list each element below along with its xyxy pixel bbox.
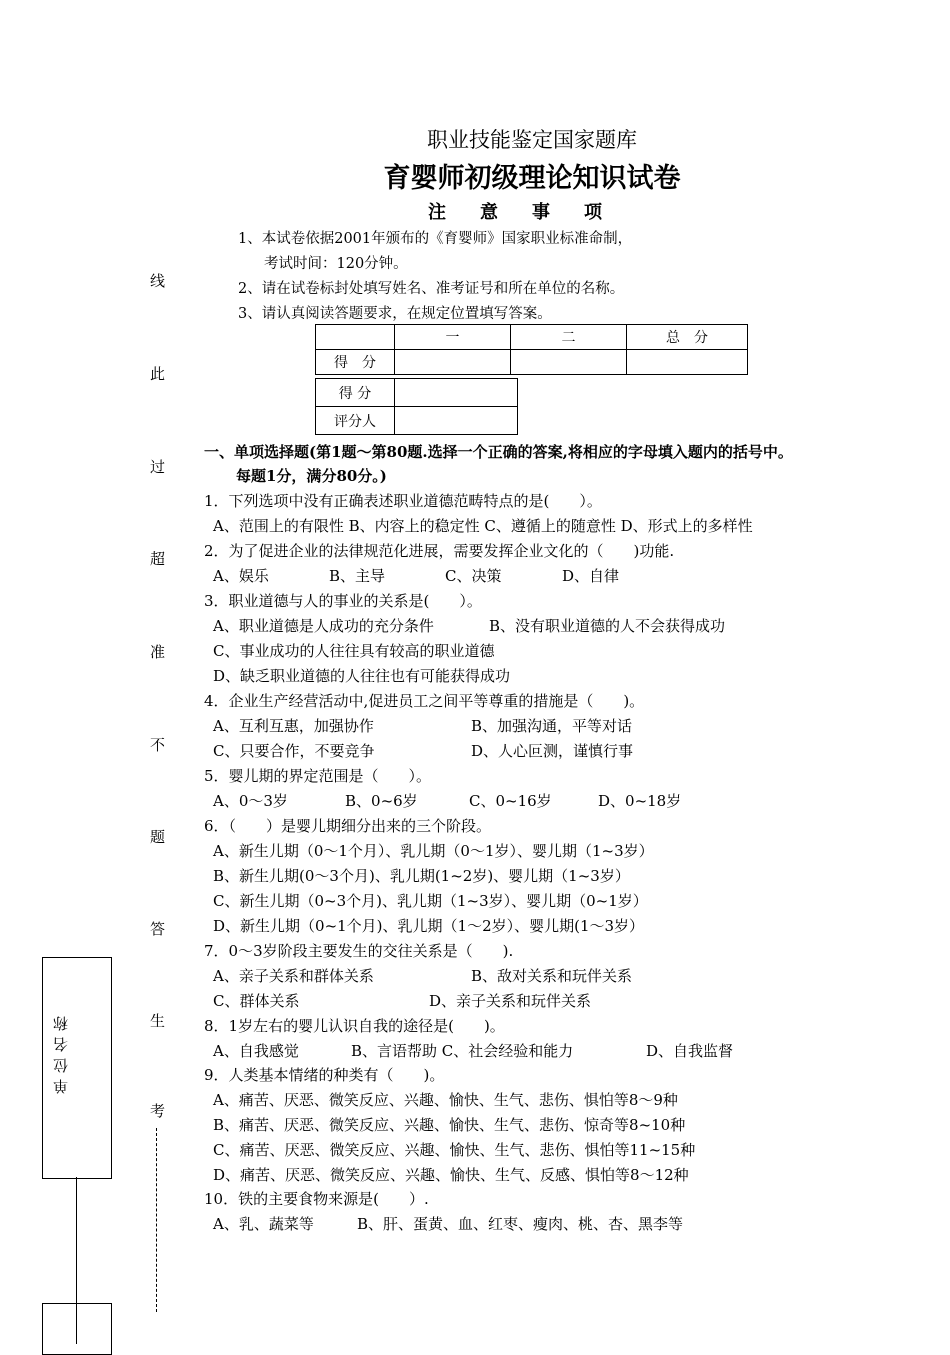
seal-dashed-line [156, 1128, 157, 1312]
option-b: B、加强沟通，平等对话 [471, 717, 633, 735]
score-header-total: 总 分 [627, 325, 748, 350]
score-cell-2[interactable] [511, 350, 627, 375]
option-d: D、缺乏职业道德的人往往也有可能获得成功 [213, 667, 511, 685]
section-heading: 一、单项选择题(第1题～第80题.选择一个正确的答案,将相应的字母填入题内的括号中。 [204, 443, 793, 461]
margin-char: 线 [150, 272, 166, 290]
margin-char: 答 [150, 920, 166, 938]
score-table [315, 324, 748, 375]
option-c: C、0~16岁 [469, 792, 552, 810]
option-a: A、新生儿期（0～1个月）、乳儿期（0～1岁）、婴儿期（1~3岁） [213, 842, 654, 860]
note-1-time: 考试时间：120分钟。 [264, 256, 408, 272]
option-a: A、乳、蔬菜等 [213, 1215, 314, 1233]
margin-char: 超 [150, 550, 166, 568]
option-d: D、自律 [562, 567, 620, 585]
option-a: A、0～3岁 [213, 792, 288, 810]
question-3: 3．职业道德与人的事业的关系是( ）。 [204, 592, 482, 610]
option-a: A、亲子关系和群体关系 [213, 967, 374, 985]
margin-char: 考 [150, 1102, 166, 1120]
option: A、范围上的有限性 B、内容上的稳定性 C、遵循上的随意性 D、形式上的多样性 [213, 517, 753, 535]
option-b: B、痛苦、厌恶、微笑反应、兴趣、愉快、生气、悲伤、惊奇等8~10种 [213, 1116, 686, 1134]
option-c: C、只要合作，不要竞争 [213, 742, 375, 760]
option-d: D、新生儿期（0~1个月)、乳儿期（1～2岁）、婴儿期(1～3岁） [213, 917, 645, 935]
option-bc: B、言语帮助 C、社会经验和能力 [351, 1042, 574, 1060]
option-a: A、痛苦、厌恶、微笑反应、兴趣、愉快、生气、悲伤、惧怕等8～9种 [213, 1091, 678, 1109]
question-1: 1．下列选项中没有正确表述职业道德范畴特点的是( ）。 [204, 492, 602, 510]
option-d: D、亲子关系和玩伴关系 [429, 992, 592, 1010]
option-d: D、自我监督 [646, 1042, 734, 1060]
question-6: 6．（ ）是婴儿期细分出来的三个阶段。 [204, 817, 492, 835]
question-10: 10．铁的主要食物来源是( ）. [204, 1190, 429, 1208]
note-2: 2、请在试卷标封处填写姓名、准考证号和所在单位的名称。 [238, 281, 625, 297]
option-d: D、0~18岁 [598, 792, 682, 810]
option-a: A、互利互惠，加强协作 [213, 717, 374, 735]
question-2: 2．为了促进企业的法律规范化进展，需要发挥企业文化的（ )功能. [204, 542, 675, 560]
option-c: C、群体关系 [213, 992, 300, 1010]
margin-char: 不 [150, 736, 166, 754]
margin-char: 题 [150, 828, 166, 846]
grader-name-cell[interactable] [395, 407, 518, 435]
option-c: C、决策 [445, 567, 502, 585]
option-c: C、事业成功的人往往具有较高的职业道德 [213, 642, 495, 660]
score-row-label: 得 分 [316, 350, 395, 375]
exam-bank-title: 职业技能鉴定国家题库 [427, 128, 637, 152]
margin-char: 过 [150, 458, 166, 476]
option-d: D、人心叵测，谨慎行事 [471, 742, 634, 760]
score-cell-1[interactable] [395, 350, 511, 375]
option-b: B、新生儿期(0～3个月)、乳儿期(1~2岁)、婴儿期（1~3岁） [213, 867, 630, 885]
option-b: B、没有职业道德的人不会获得成功 [489, 617, 726, 635]
option-b: B、0~6岁 [345, 792, 418, 810]
option-d: D、痛苦、厌恶、微笑反应、兴趣、愉快、生气、反感、惧怕等8～12种 [213, 1166, 689, 1184]
binding-line [76, 1177, 77, 1307]
section-heading-scoring: 每题1分，满分80分。) [236, 467, 387, 485]
score-cell-total[interactable] [627, 350, 748, 375]
score-header-2: 二 [511, 325, 627, 350]
candidate-box-divider [76, 1303, 77, 1344]
question-4: 4．企业生产经营活动中,促进员工之间平等尊重的措施是（ )。 [204, 692, 645, 710]
option-c: C、痛苦、厌恶、微笑反应、兴趣、愉快、生气、悲伤、惧怕等11~15种 [213, 1141, 696, 1159]
option-b: B、主导 [329, 567, 386, 585]
notice-heading: 注意事项 [428, 202, 636, 223]
candidate-box[interactable] [42, 1303, 112, 1355]
unit-name-label: 单位名称 [52, 1010, 70, 1094]
option-b: B、敌对关系和玩伴关系 [471, 967, 633, 985]
question-9: 9．人类基本情绪的种类有（ )。 [204, 1066, 445, 1084]
score-header-1: 一 [395, 325, 511, 350]
grader-table [315, 378, 518, 435]
score-table-corner [316, 325, 395, 350]
option-b: B、肝、蛋黄、血、红枣、瘦肉、桃、杏、黑李等 [357, 1215, 684, 1233]
margin-char: 此 [150, 365, 166, 383]
margin-char: 准 [150, 643, 166, 661]
margin-char: 生 [150, 1012, 166, 1030]
option-c: C、新生儿期（0~3个月)、乳儿期（1~3岁）、婴儿期（0~1岁） [213, 892, 648, 910]
grader-score-cell[interactable] [395, 379, 518, 407]
grader-name-label: 评分人 [316, 407, 395, 435]
note-1: 1、本试卷依据2001年颁布的《育婴师》国家职业标准命制， [238, 231, 633, 247]
question-7: 7．0～3岁阶段主要发生的交往关系是（ ). [204, 942, 514, 960]
exam-title: 育婴师初级理论知识试卷 [383, 163, 681, 194]
option-a: A、自我感觉 [213, 1042, 299, 1060]
grader-score-label: 得 分 [316, 379, 395, 407]
question-5: 5．婴儿期的界定范围是（ ）。 [204, 767, 432, 785]
option-a: A、娱乐 [213, 567, 269, 585]
note-3: 3、请认真阅读答题要求，在规定位置填写答案。 [238, 306, 552, 322]
question-8: 8．1岁左右的婴儿认识自我的途径是( )。 [204, 1017, 505, 1035]
option-a: A、职业道德是人成功的充分条件 [213, 617, 434, 635]
